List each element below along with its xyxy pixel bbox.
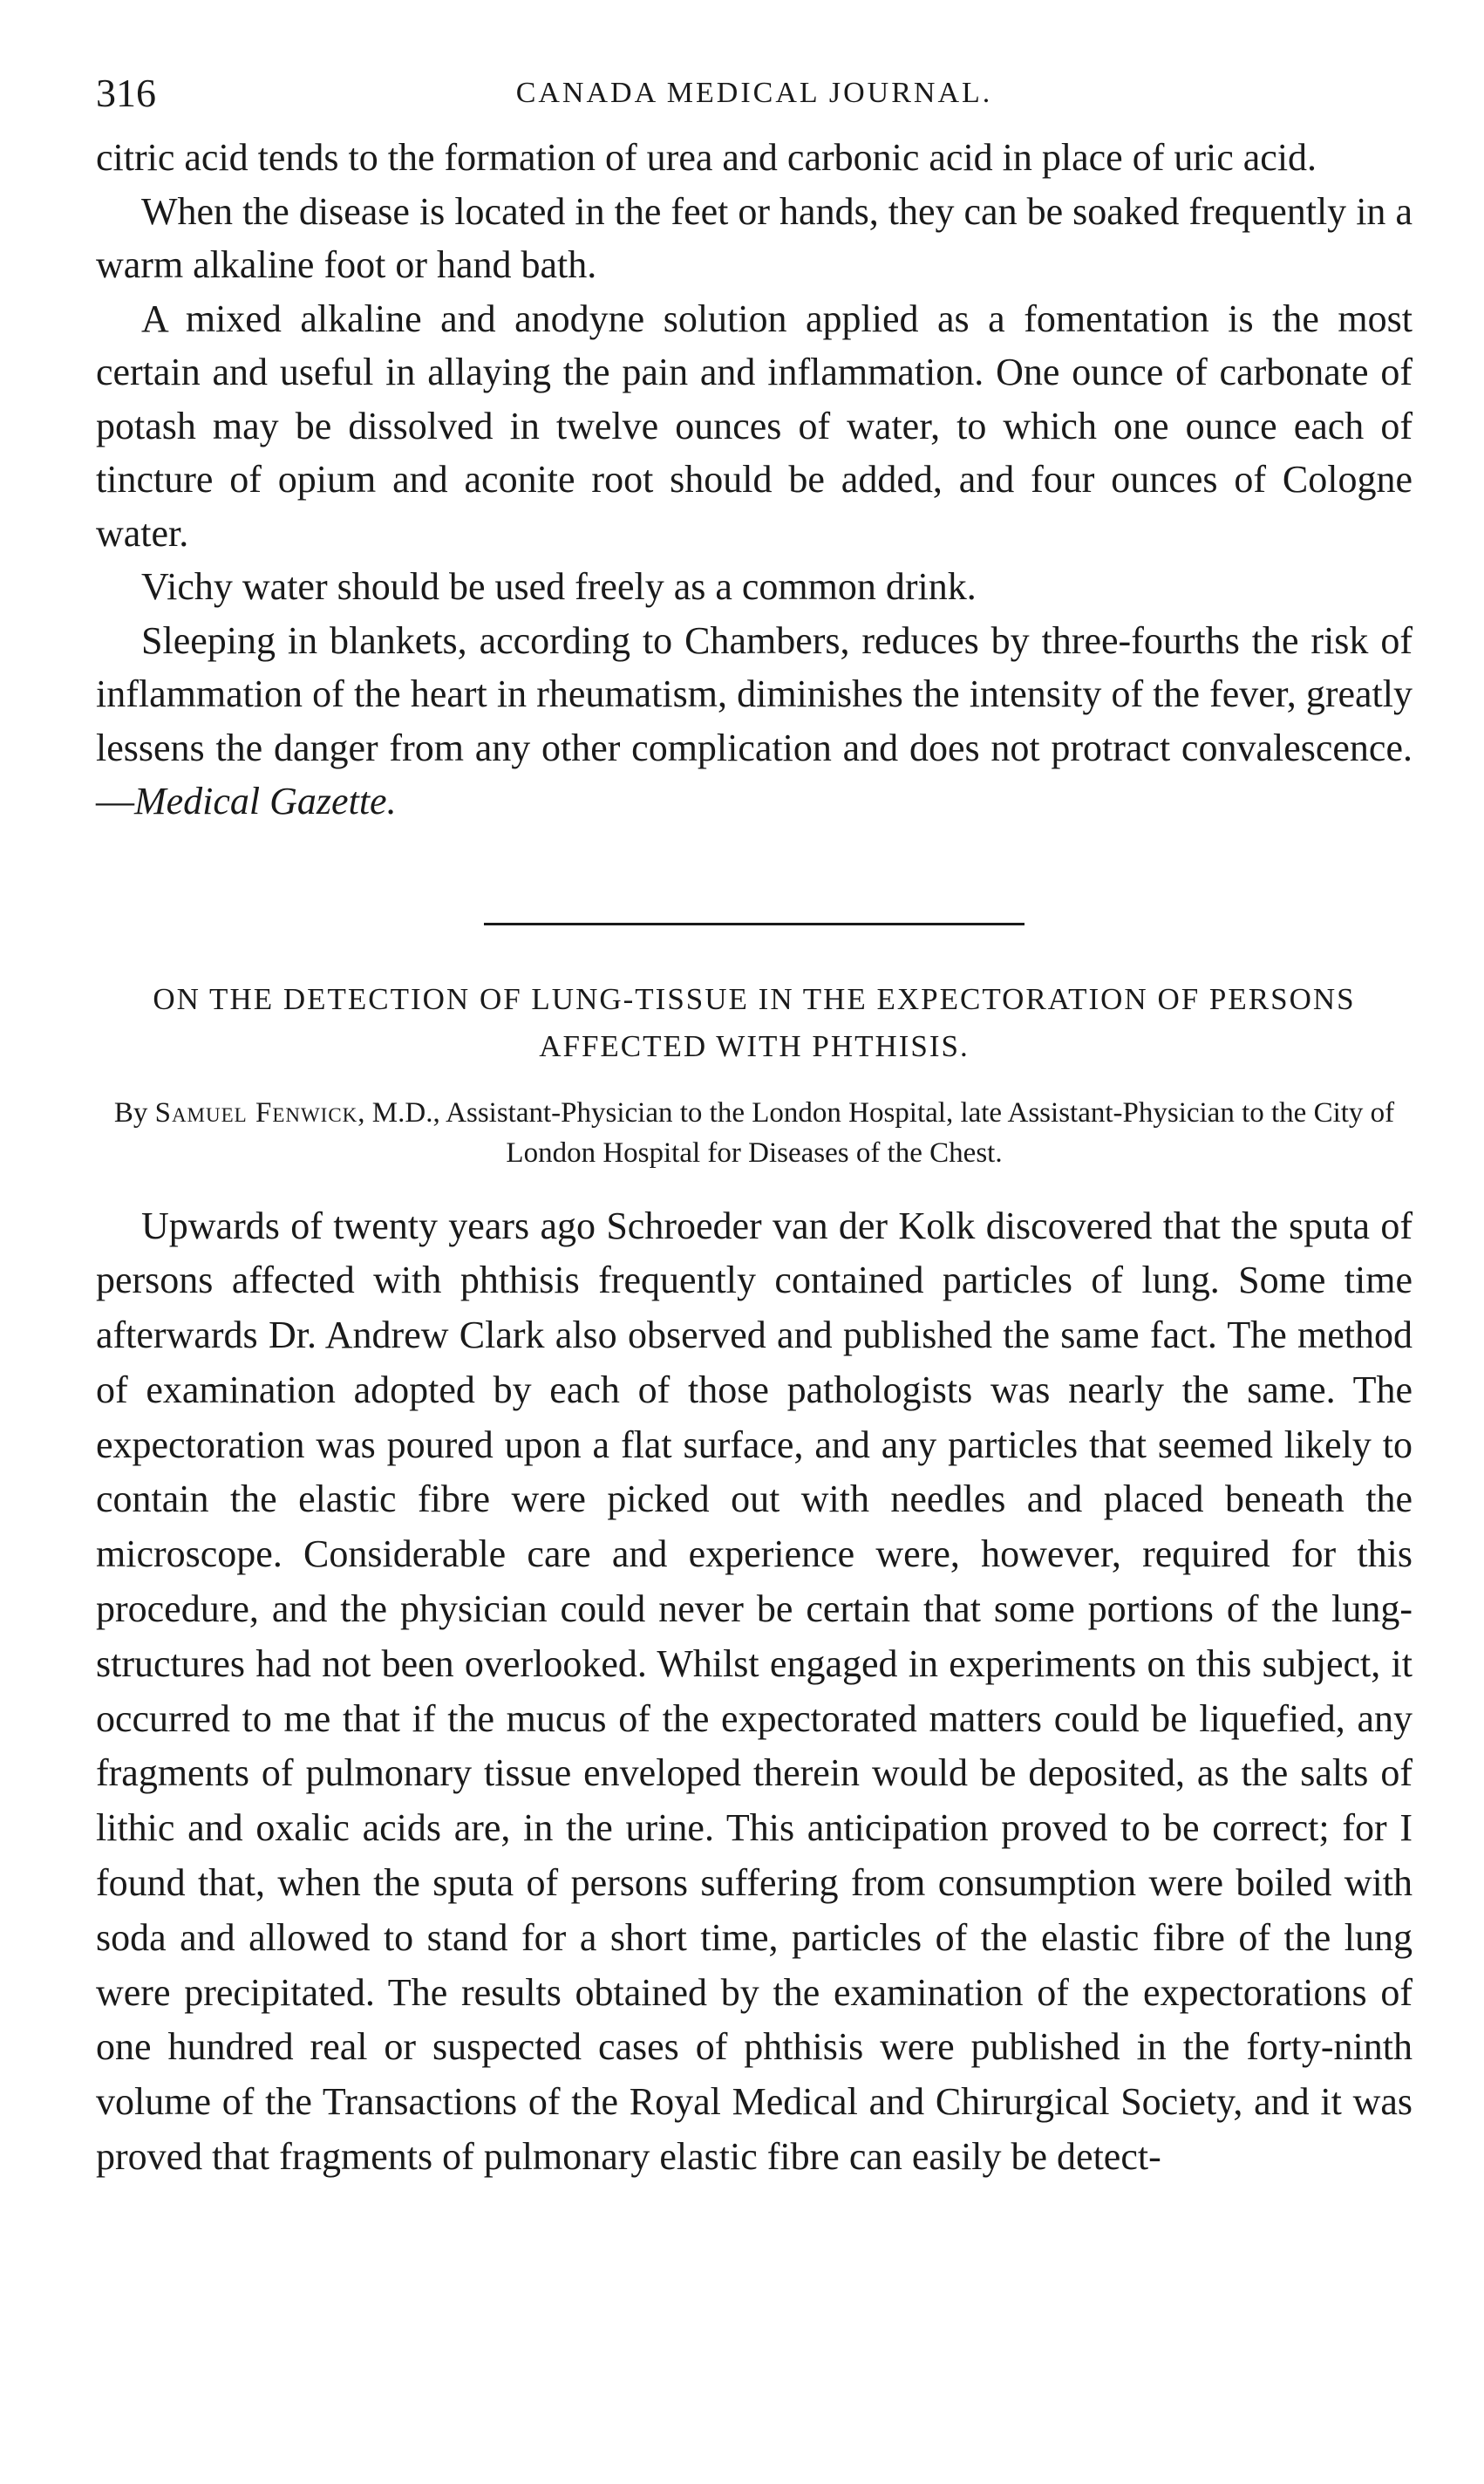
- article-body: [96, 1199, 1413, 2185]
- byline-prefix: By: [113, 1096, 155, 1129]
- author-name: Samuel Fenwick: [154, 1096, 358, 1129]
- paragraph: Upwards of twenty years ago Schroeder van der Kolk discovered that the sputa of persons affected with phthisis frequently contained particles of lung. Some time afterwards Dr. Andrew Clark also observed and published the same fact. The method of examination adopted by each of those pathologists was nearly the same. The expectoration was poured upon a flat surface, and any particles that seemed likely to contain the elastic fibre were picked out with needles and placed beneath the microscope. Considerable care and experience were, however, required for this procedure, and the physician could never be certain that some portions of the lung-structures had not been overlooked. Whilst engaged in experiments on this subject, it occurred to me that if the mucus of the expectorated matters could be liquefied, any fragments of pulmonary tissue enveloped therein would be deposited, as the salts of lithic and oxalic acids are, in the urine. This anticipation proved to be correct; for I found that, when the sputa of persons suffering from consumption were boiled with soda and allowed to stand for a short time, particles of the elastic fibre of the lung were precipitated. The results obtained by the examination of the expectorations of one hundred real or suspected cases of phthisis were published in the forty-ninth volume of the Transactions of the Royal Medical and Chirurgical Society, and it was proved that fragments of pulmonary elastic fibre can easily be detect-: [96, 1204, 1413, 2179]
- paragraph: A mixed alkaline and anodyne solution applied as a fomentation is the most certain and useful in allaying the pain and inflammation. One ounce of carbonate of potash may be dissolved in twelve ounces of water, to which one ounce each of tincture of opium and aconite root should be added, and four ounces of Cologne water.: [96, 297, 1413, 555]
- author-credentials: , M.D., Assistant-Physician to the London Hospital, late Assistant-Physician to the City of London Hospital for Diseases of the Chest.: [357, 1096, 1395, 1169]
- paragraph: When the disease is located in the feet or hands, they can be soaked frequently in a warm alkaline foot or hand bath.: [96, 189, 1413, 286]
- article-title: ON THE DETECTION OF LUNG-TISSUE IN THE EXPECTORATION OF PERSONS AFFECTED WITH PHTHISIS.: [153, 981, 1356, 1063]
- article-byline: [96, 1093, 1413, 1173]
- paragraph: [96, 614, 1413, 829]
- paragraph: citric acid tends to the formation of urea and carbonic acid in place of uric acid.: [96, 136, 1317, 179]
- paragraph-text: Sleeping in blankets, according to Chambers, reduces by three-fourths the risk of inflammation of the heart in rheumatism, diminishes the intensity of the fever, greatly lessens the danger from any other complication and does not protract convalescence.—: [96, 618, 1413, 822]
- source-citation: Medical Gazette.: [134, 780, 397, 822]
- journal-title: CANADA MEDICAL JOURNAL.: [515, 77, 993, 109]
- page: [96, 70, 1413, 2185]
- page-number: 316: [96, 71, 156, 115]
- continued-article: [96, 131, 1413, 829]
- running-head: [96, 70, 1413, 131]
- section-divider: [484, 923, 1025, 925]
- paragraph: Vichy water should be used freely as a common drink.: [141, 565, 977, 608]
